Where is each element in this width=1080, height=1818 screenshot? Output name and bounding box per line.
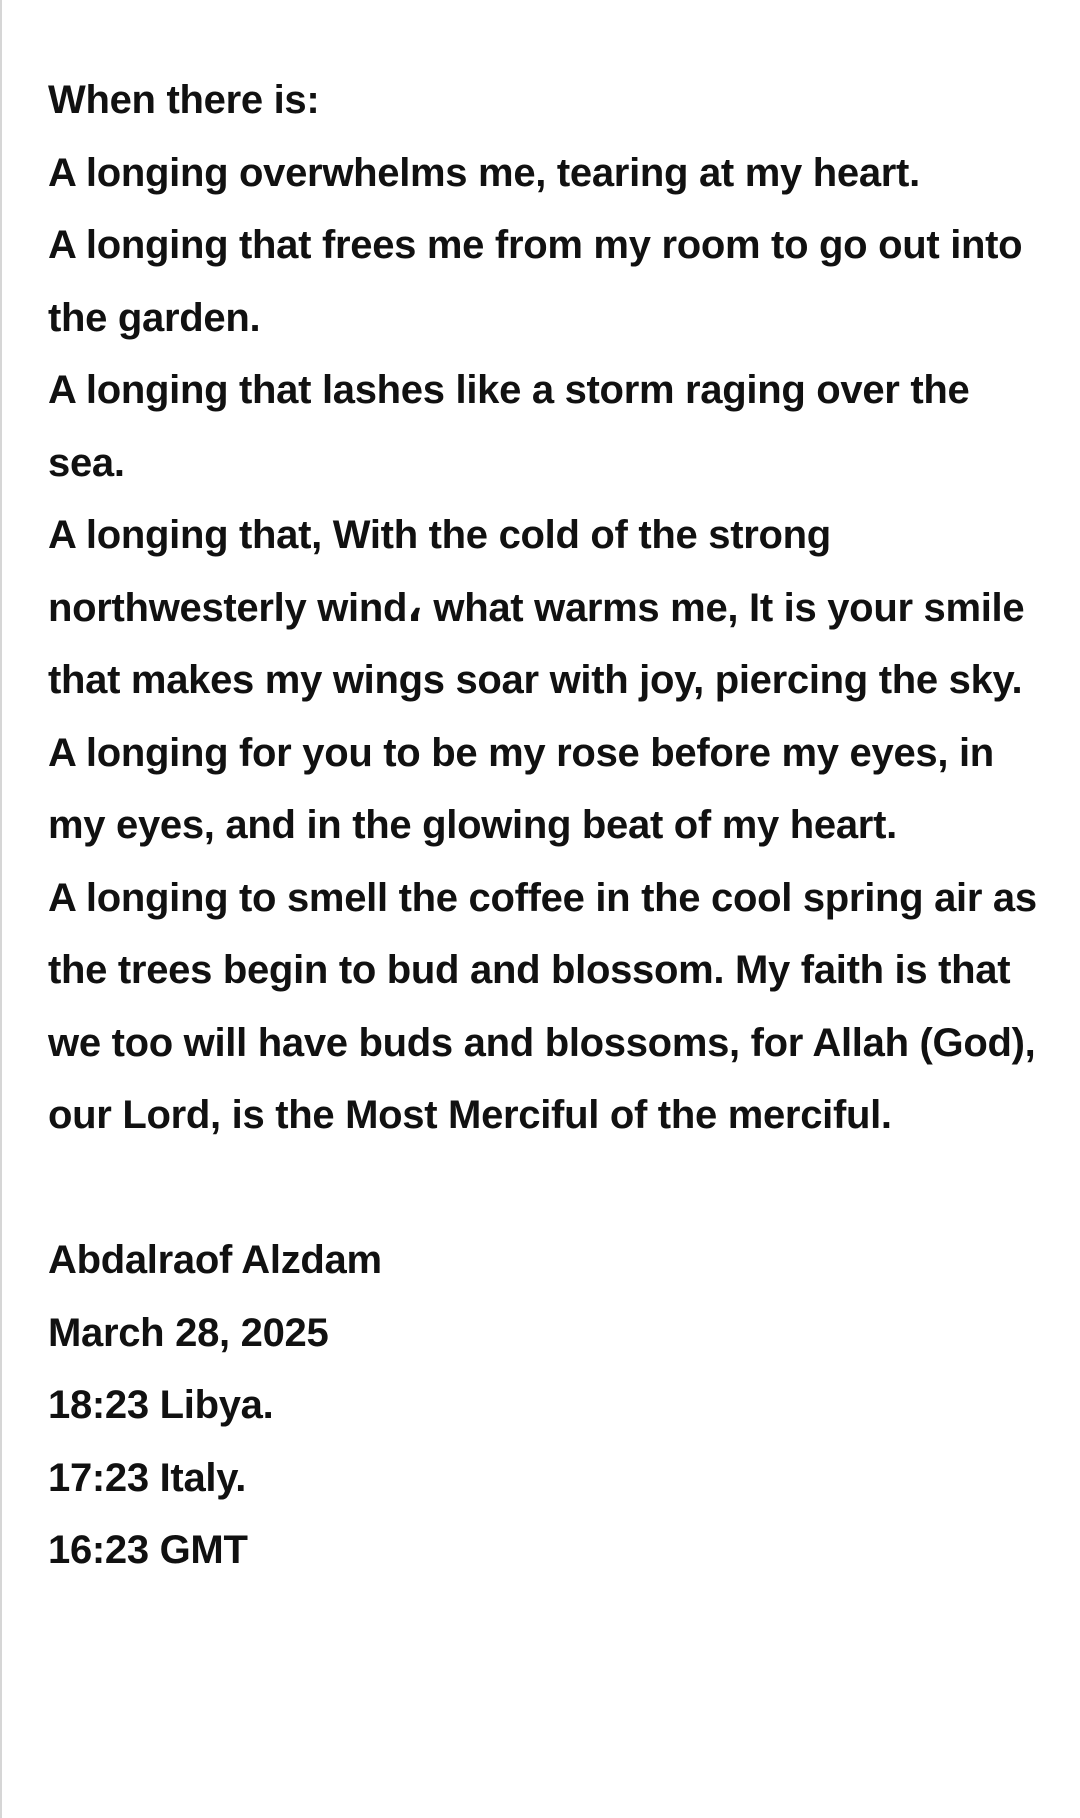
time-gmt: 16:23 GMT bbox=[48, 1528, 248, 1572]
poem-document bbox=[48, 64, 1048, 1587]
poem-line: A longing that frees me from my room to go out into the garden. bbox=[48, 223, 1023, 340]
poem-intro: When there is: bbox=[48, 78, 320, 122]
blank-line bbox=[48, 1152, 1048, 1225]
poem-line: A longing overwhelms me, tearing at my heart. bbox=[48, 150, 920, 195]
time-italy: 17:23 Italy. bbox=[48, 1455, 247, 1500]
signature-date: March 28, 2025 bbox=[48, 1310, 329, 1355]
page-left-border bbox=[0, 0, 2, 1818]
poem-line: A longing that, With the cold of the strong northwesterly wind، what warms me, It is your smile that makes my wings soar with joy, piercing the sky. bbox=[48, 513, 1025, 702]
time-libya: 18:23 Libya. bbox=[48, 1383, 274, 1427]
author-name: Abdalraof Alzdam bbox=[48, 1238, 382, 1282]
poem-line: A longing to smell the coffee in the cool spring air as the trees begin to bud and blossom. My faith is that we too will have buds and blossoms, for Allah (God), our Lord, is the Most Merciful of the merciful. bbox=[48, 875, 1037, 1137]
poem-line: A longing that lashes like a storm raging over the sea. bbox=[48, 368, 970, 485]
poem-line: A longing for you to be my rose before my eyes, in my eyes, and in the glowing beat of my heart. bbox=[48, 730, 994, 847]
